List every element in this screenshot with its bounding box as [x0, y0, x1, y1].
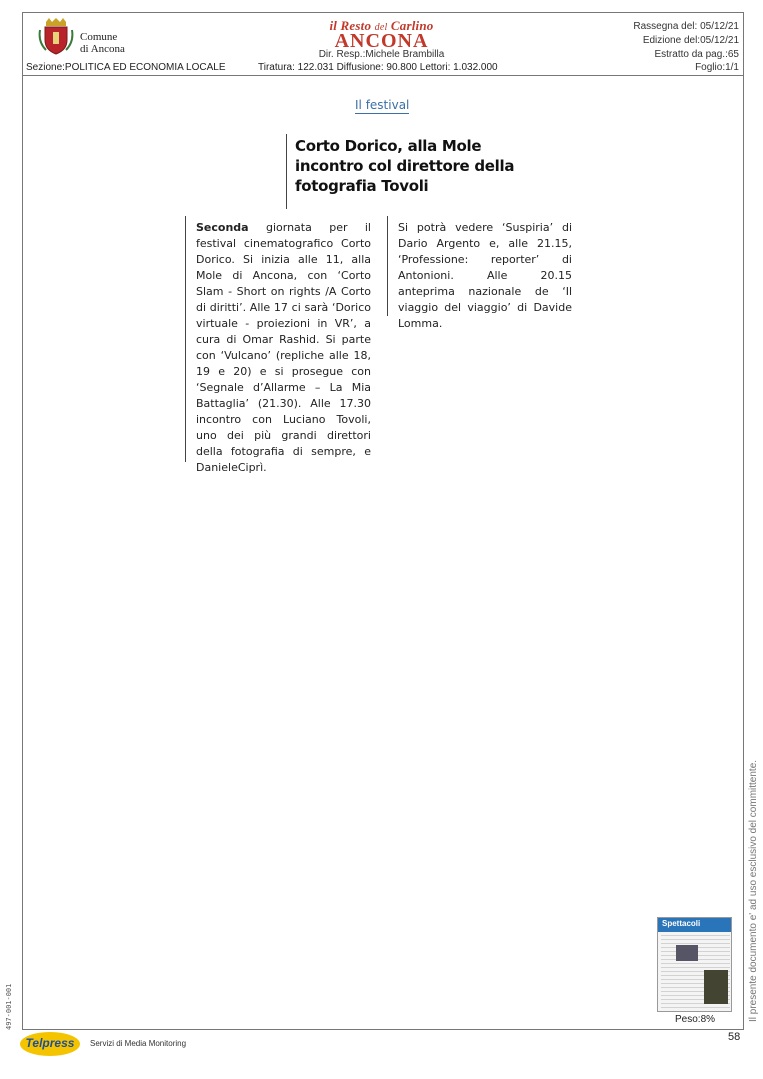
masthead-il: il Resto [329, 18, 372, 33]
circulation-stats: Tiratura: 122.031 Diffusione: 90.800 Lettori: 1.032.000 [258, 62, 498, 73]
extract-page: Estratto da pag.:65 [654, 49, 739, 60]
director-line: Dir. Resp.:Michele Brambilla [318, 49, 445, 60]
disclaimer-text: Il presente documento e' ad uso esclusivo del committente. [748, 759, 759, 1022]
comune-name-line2: di Ancona [80, 43, 125, 55]
title-rule [286, 134, 287, 209]
sheet-number: Foglio:1/1 [695, 62, 739, 73]
thumbnail-label: Spettacoli [662, 919, 701, 928]
thumbnail-band [658, 918, 731, 932]
article-column-1 [196, 220, 371, 476]
thumbnail-image-1 [676, 945, 698, 961]
comune-name-line1: Comune [80, 31, 118, 43]
thumbnail-image-2 [704, 970, 728, 1004]
column1-text: giornata per il festival cinematografico Corto Dorico. Si inizia alle 11, alla Mole di Ancona, con ‘Corto Slam - Short on rights /A Corto di diritti’. Alle 17 ci sarà ‘Dorico virtuale - proiezioni in VR’, a cura di Omar Rashid. Si parte con ‘Vulcano’ (repliche alle 18, 19 e 20) e si prosegue con ‘Segnale d’Allarme – La Mia Battaglia’ (21.30). Alle 17.30 incontro con Luciano Tovoli, uno dei più grandi direttori della fotografia di sempre, e DanieleCiprì. [196, 221, 371, 474]
masthead-carlino: Carlino [390, 18, 434, 33]
lead-word: Seconda [196, 221, 249, 234]
page-number: 58 [728, 1031, 741, 1043]
logo-text: Telpress [25, 1036, 75, 1050]
article-title: Corto Dorico, alla Mole incontro col direttore della fotografia Tovoli [295, 137, 515, 195]
services-tagline: Servizi di Media Monitoring [90, 1039, 187, 1048]
masthead-del: del [374, 22, 388, 33]
article-kicker: Il festival [355, 98, 410, 112]
document-code: 497-001-001 [5, 983, 13, 1030]
page-thumbnail[interactable] [657, 917, 732, 1012]
masthead-city: ANCONA [334, 30, 429, 52]
telpress-logo [20, 1032, 80, 1056]
header-divider [22, 75, 744, 76]
edition-date: Edizione del:05/12/21 [642, 35, 739, 46]
section-label: Sezione:POLITICA ED ECONOMIA LOCALE [26, 62, 226, 73]
weight-percentage: Peso:8% [675, 1014, 716, 1025]
column2-rule [387, 216, 388, 316]
column1-rule [185, 216, 186, 462]
rassegna-date: Rassegna del: 05/12/21 [633, 21, 739, 32]
article-column-2: Si potrà vedere ‘Suspiria’ di Dario Argento e, alle 21.15, ‘Professione: reporter’ di Antonioni. Alle 20.15 anteprima nazionale de ‘Il viaggio del viaggio’ di Davide Lomma. [398, 221, 572, 330]
